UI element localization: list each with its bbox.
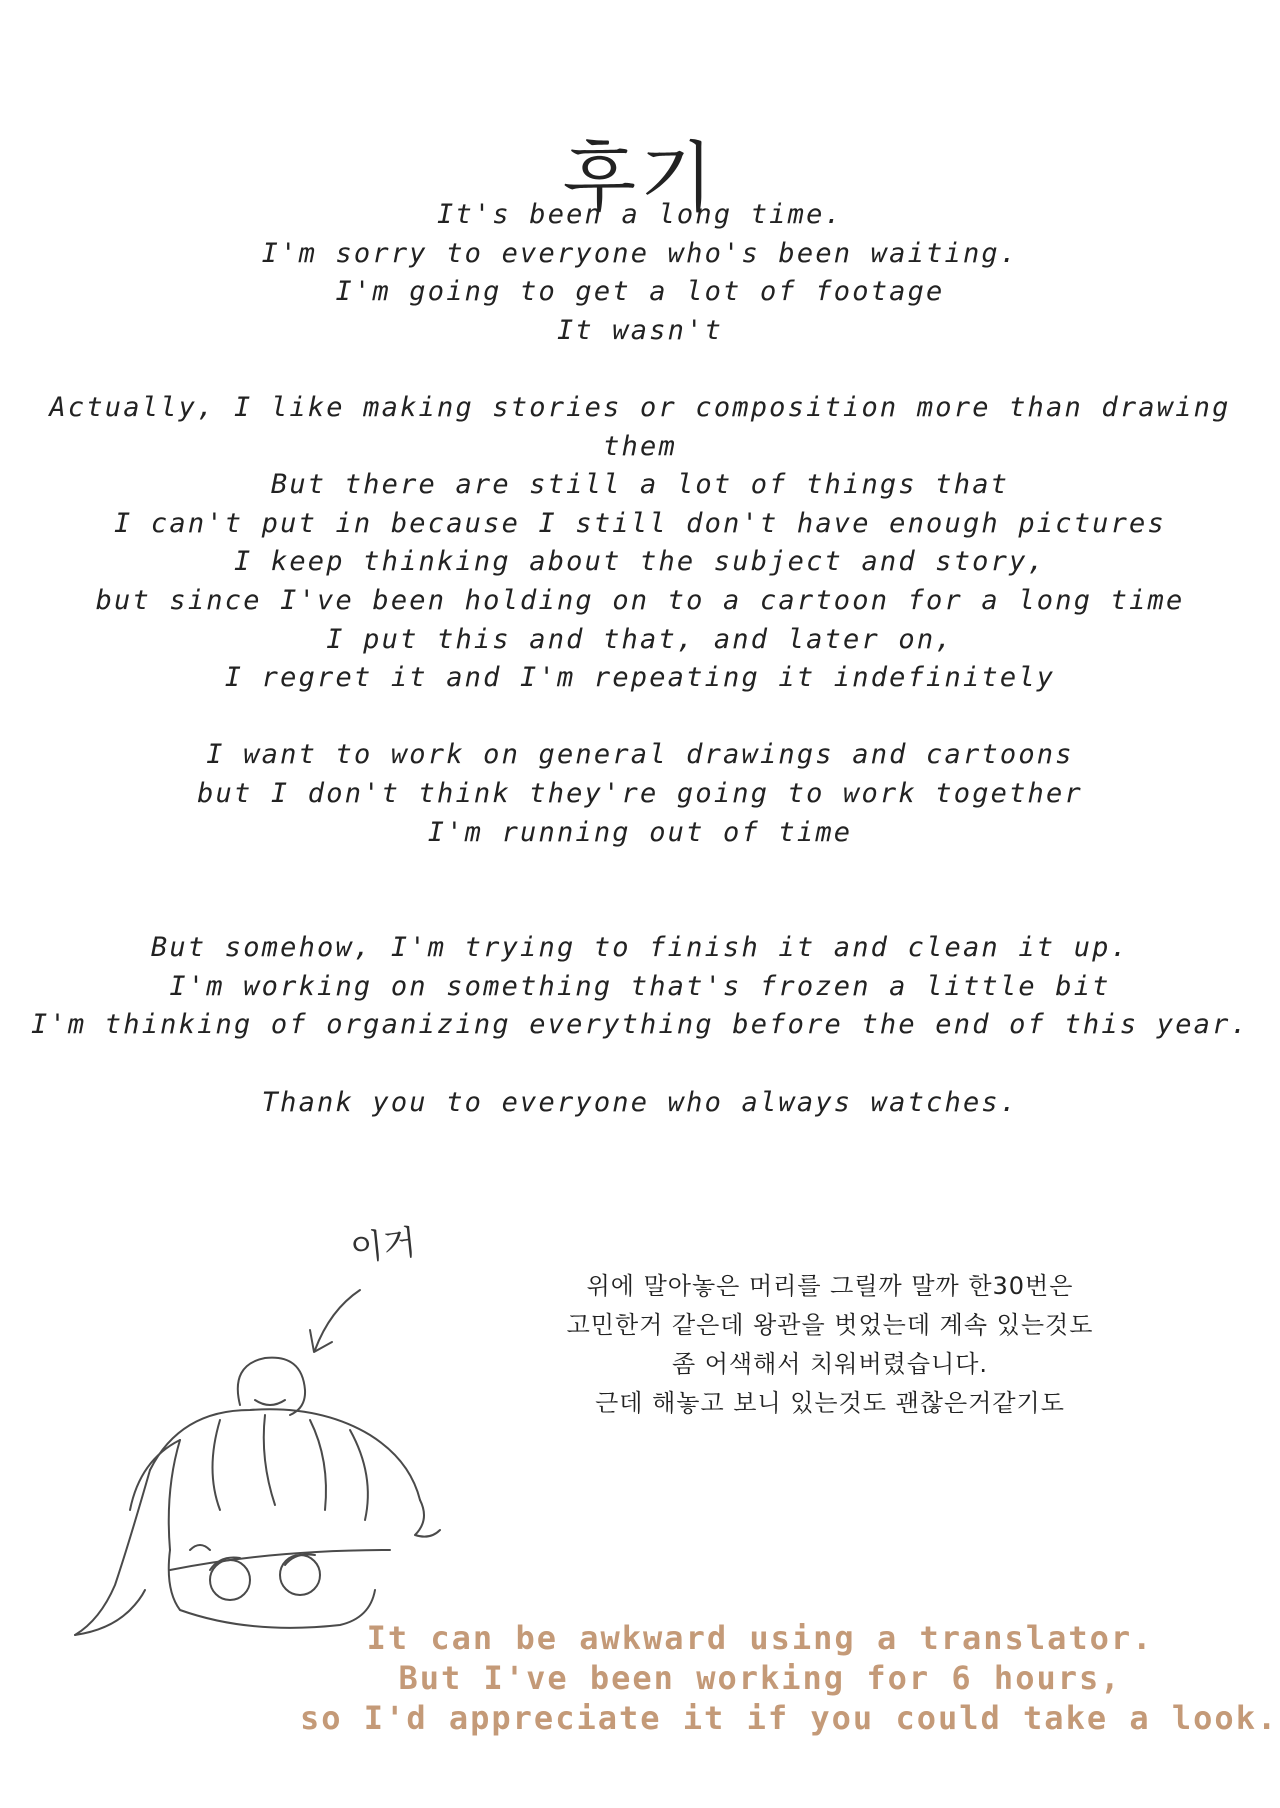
body-line: them [603,430,677,462]
translator-note [300,1618,1279,1738]
body-line: It wasn't [556,314,724,346]
body-line: I can't put in because I still don't have enough pictures [114,507,1166,539]
page-title: 후기 [562,132,718,222]
hair-outline-drawing [75,1409,440,1635]
afterword-body [0,196,1280,1122]
body-line-blank [0,1045,1280,1084]
body-line: Actually, I like making stories or composition more than drawing [49,391,1231,423]
korean-note-line: 위에 말아놓은 머리를 그릴까 말까 한30번은 [586,1272,1074,1300]
hair-bun-drawing [238,1358,305,1415]
body-line: I keep thinking about the subject and story, [233,546,1047,578]
translator-note-line: But I've been working for 6 hours, [398,1659,1122,1697]
korean-note-line: 근데 해놓고 보니 있는것도 괜찮은거같기도 [595,1389,1065,1417]
face-drawing [169,1545,390,1628]
translator-note-line: It can be awkward using a translator. [366,1619,1154,1657]
korean-note [520,1267,1140,1423]
body-line-blank [0,698,1280,737]
body-line: I put this and that, and later on, [326,623,954,655]
body-line: I'm going to get a lot of footage [335,276,945,308]
body-line: but since I've been holding on to a cartoon for a long time [95,584,1185,616]
chibi-sketch-illustration [70,1250,500,1660]
body-line-blank [0,852,1280,891]
body-line: but I don't think they're going to work together [197,777,1083,809]
body-line-blank [0,891,1280,930]
body-line-blank [0,350,1280,389]
translator-note-line: so I'd appreciate it if you could take a look. [300,1699,1279,1737]
body-line: I'm running out of time [427,816,853,848]
korean-note-line: 고민한거 같은데 왕관을 벗었는데 계속 있는것도 [566,1311,1094,1339]
body-line: Thank you to everyone who always watches. [261,1086,1019,1118]
body-line: But somehow, I'm trying to finish it and clean it up. [150,932,1130,964]
body-line: It's been a long time. [436,199,844,230]
body-line: I regret it and I'm repeating it indefinitely [224,662,1056,694]
korean-note-line: 좀 어색해서 치워버렸습니다. [671,1350,989,1378]
body-line: I want to work on general drawings and cartoons [206,739,1074,771]
body-line: I'm thinking of organizing everything before the end of this year. [30,1009,1250,1041]
arrow-icon [310,1290,360,1352]
annotation-label: 이거 [348,1222,418,1270]
body-line: I'm working on something that's frozen a little bit [169,970,1111,1002]
body-line: But there are still a lot of things that [270,469,1010,501]
body-line: I'm sorry to everyone who's been waiting. [261,237,1019,269]
